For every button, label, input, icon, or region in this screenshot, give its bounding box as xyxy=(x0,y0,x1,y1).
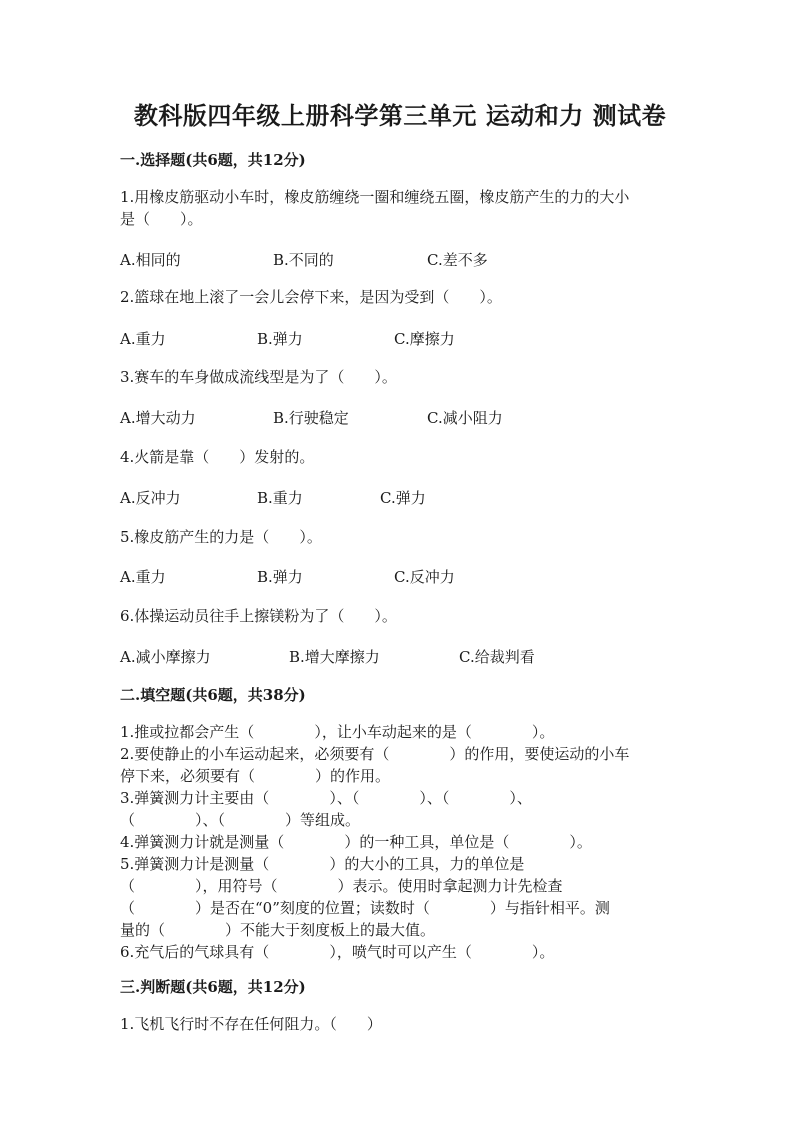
q1-option-b: B.不同的 xyxy=(273,251,334,269)
q5-option-b: B.弹力 xyxy=(257,568,303,586)
q4-option-c: C.弹力 xyxy=(380,489,426,507)
q2-option-a: A.重力 xyxy=(120,330,166,348)
q1-option-a: A.相同的 xyxy=(120,251,181,269)
q3-option-a: A.增大动力 xyxy=(120,409,196,427)
section-heading-true-false: 三.判断题(共6题，共12分) xyxy=(120,978,306,996)
q6-option-b: B.增大摩擦力 xyxy=(289,648,380,666)
q3-option-b: B.行驶稳定 xyxy=(273,409,349,427)
q6-option-a: A.减小摩擦力 xyxy=(120,648,211,666)
q2-option-c: C.摩擦力 xyxy=(394,330,455,348)
q1-option-c: C.差不多 xyxy=(427,251,488,269)
q5-option-c: C.反冲力 xyxy=(394,568,455,586)
q4-option-a: A.反冲力 xyxy=(120,489,181,507)
question-1-text: 1.用橡皮筋驱动小车时，橡皮筋缠绕一圈和缠绕五圈，橡皮筋产生的力的大小 xyxy=(120,188,630,206)
fill-line: （ ）是否在“0”刻度的位置；读数时（ ）与指针相平。测 xyxy=(120,899,610,917)
fill-line: 1.推或拉都会产生（ ），让小车动起来的是（ ）。 xyxy=(120,723,555,741)
q2-option-b: B.弹力 xyxy=(257,330,303,348)
question-1-text-cont: 是（ ）。 xyxy=(120,210,203,228)
question-2-text: 2.篮球在地上滚了一会儿会停下来，是因为受到（ ）。 xyxy=(120,288,502,306)
fill-line: 4.弹簧测力计就是测量（ ）的一种工具，单位是（ ）。 xyxy=(120,833,592,851)
q6-option-c: C.给裁判看 xyxy=(459,648,535,666)
fill-line: 3.弹簧测力计主要由（ ）、（ ）、（ ）、 xyxy=(120,789,532,807)
question-3-text: 3.赛车的车身做成流线型是为了（ ）。 xyxy=(120,368,397,386)
section-heading-choice: 一.选择题(共6题，共12分) xyxy=(120,151,306,169)
fill-line: 5.弹簧测力计是测量（ ）的大小的工具，力的单位是 xyxy=(120,855,525,873)
question-5-text: 5.橡皮筋产生的力是（ ）。 xyxy=(120,528,322,546)
q5-option-a: A.重力 xyxy=(120,568,166,586)
fill-line: （ ），用符号（ ）表示。使用时拿起测力计先检查 xyxy=(120,877,563,895)
q3-option-c: C.减小阻力 xyxy=(427,409,503,427)
section-heading-fill-blank: 二.填空题(共6题，共38分) xyxy=(120,686,306,704)
page-title: 教科版四年级上册科学第三单元 运动和力 测试卷 xyxy=(133,101,667,130)
fill-line: 2.要使静止的小车运动起来，必须要有（ ）的作用，要使运动的小车 xyxy=(120,745,630,763)
question-6-text: 6.体操运动员往手上擦镁粉为了（ ）。 xyxy=(120,607,397,625)
fill-line: 6.充气后的气球具有（ ），喷气时可以产生（ ）。 xyxy=(120,943,555,961)
q4-option-b: B.重力 xyxy=(257,489,303,507)
fill-line: 量的（ ）不能大于刻度板上的最大值。 xyxy=(120,921,436,939)
fill-line: 停下来，必须要有（ ）的作用。 xyxy=(120,767,391,785)
fill-line: （ ）、（ ）等组成。 xyxy=(120,811,361,829)
question-4-text: 4.火箭是靠（ ）发射的。 xyxy=(120,448,315,466)
judge-question-1: 1.飞机飞行时不存在任何阻力。（ ） xyxy=(120,1015,382,1033)
